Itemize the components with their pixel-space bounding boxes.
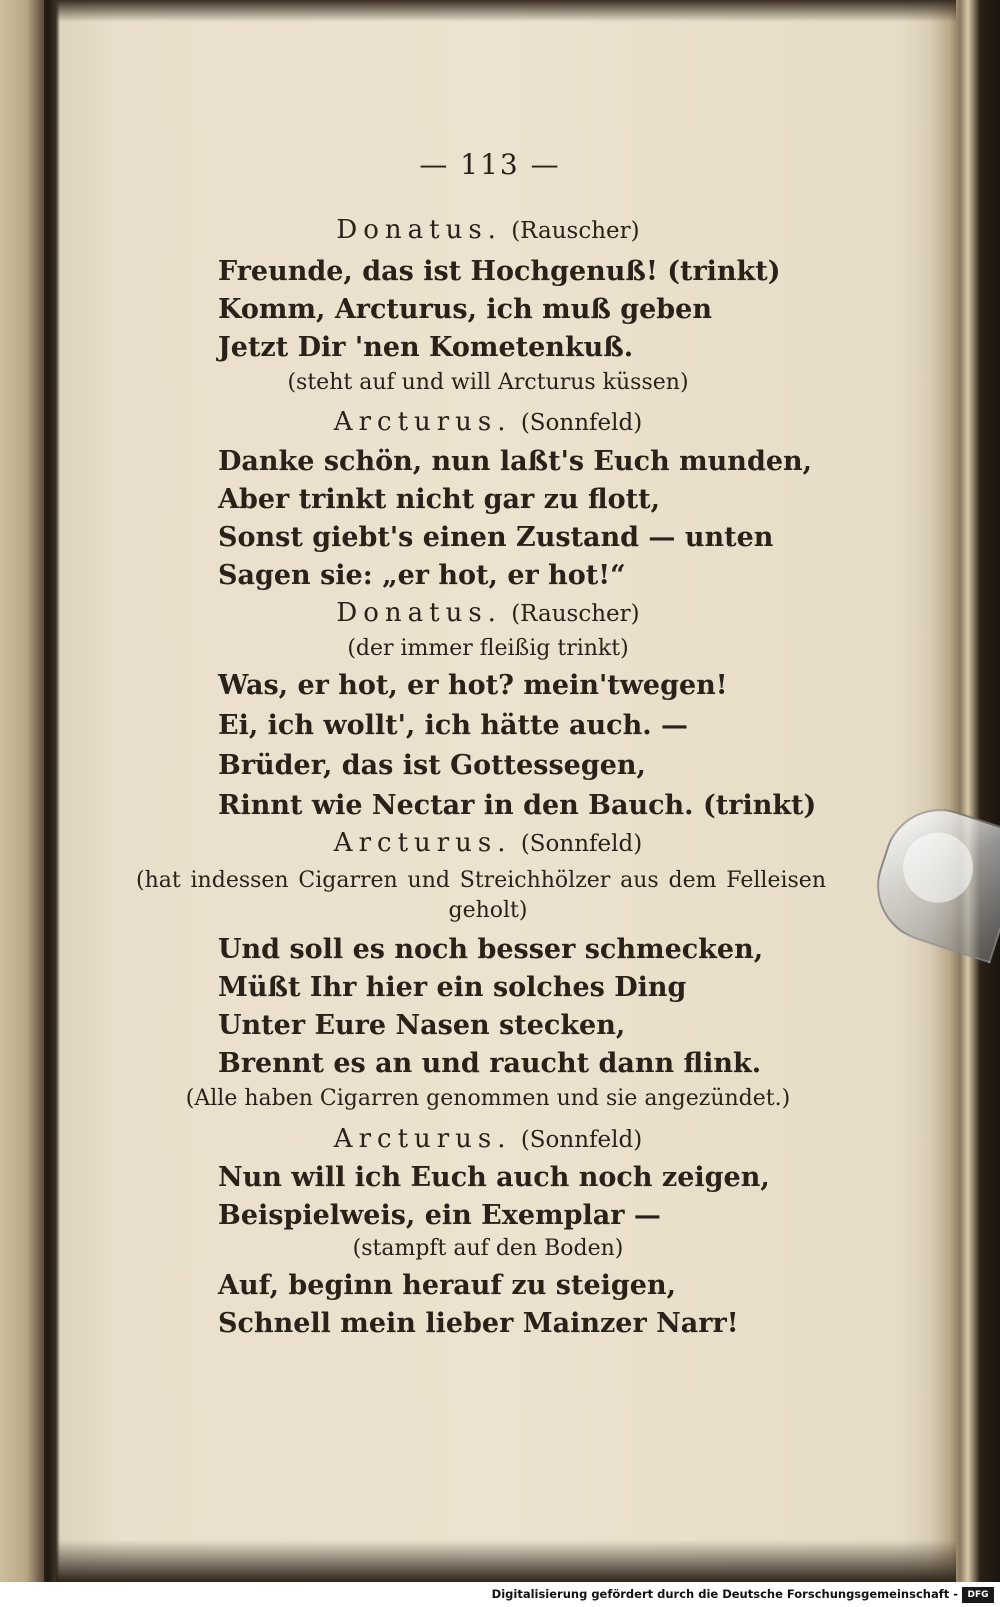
speaker-name: Donatus. [336,598,502,628]
verse-line: Jetzt Dir 'nen Kometenkuß. [218,332,634,363]
speaker-heading [0,828,976,858]
verse-line: Nun will ich Euch auch noch zeigen, [218,1162,770,1193]
speaker-name: Arcturus. [333,407,512,437]
verse-line: Ei, ich wollt', ich hätte auch. — [218,710,689,741]
verse-line: Aber trinkt nicht gar zu flott, [218,484,660,515]
verse-line: Komm, Arcturus, ich muß geben [218,294,712,325]
speaker-heading [0,407,976,437]
verse-line: Sonst giebt's einen Zustand — unten [218,522,774,553]
stage-direction: (stampft auf den Boden) [352,1236,624,1261]
stage-direction: (Alle haben Cigarren genommen und sie angezündet.) [185,1086,791,1111]
verse-line: Danke schön, nun laßt's Euch munden, [218,446,813,477]
actor-name: (Sonnfeld) [520,1127,643,1153]
footer-bar [0,1585,1000,1607]
verse-line: Müßt Ihr hier ein solches Ding [218,972,687,1003]
speaker-name: Arcturus. [333,1124,512,1154]
verse-line: Sagen sie: „er hot, er hot!“ [218,560,626,591]
speaker-heading [0,215,976,245]
verse-line: Brennt es an und raucht dann flink. [218,1048,762,1079]
verse-line: Schnell mein lieber Mainzer Narr! [218,1308,739,1339]
verse-line: Und soll es noch besser schmecken, [218,934,764,965]
actor-name: (Sonnfeld) [520,831,643,857]
speaker-name: Arcturus. [333,828,512,858]
stage-direction: (steht auf und will Arcturus küssen) [287,370,689,395]
stage-direction: (der immer fleißig trinkt) [347,636,629,661]
actor-name: (Rauscher) [511,218,640,244]
verse-line: Rinnt wie Nectar in den Bauch. (trinkt) [218,790,817,821]
stage-direction: geholt) [448,898,528,923]
verse-line: Unter Eure Nasen stecken, [218,1010,626,1041]
page-number: — 113 — [419,148,561,181]
dfg-logo-icon: DFG [962,1587,994,1603]
verse-line: Freunde, das ist Hochgenuß! (trinkt) [218,256,781,287]
speaker-heading [0,1124,976,1154]
stage-direction: (hat indessen Cigarren und Streichhölzer aus dem Felleisen [136,868,826,893]
speaker-name: Donatus. [336,215,502,245]
verse-line: Beispielweis, ein Exemplar — [218,1200,661,1231]
speaker-heading [0,598,976,628]
actor-name: (Sonnfeld) [520,410,643,436]
funding-credit: Digitalisierung gefördert durch die Deutsche Forschungsgemeinschaft - [491,1587,958,1601]
verse-line: Was, er hot, er hot? mein'twegen! [218,670,728,701]
verse-line: Auf, beginn herauf zu steigen, [218,1270,676,1301]
actor-name: (Rauscher) [511,601,640,627]
verse-line: Brüder, das ist Gottessegen, [218,750,646,781]
